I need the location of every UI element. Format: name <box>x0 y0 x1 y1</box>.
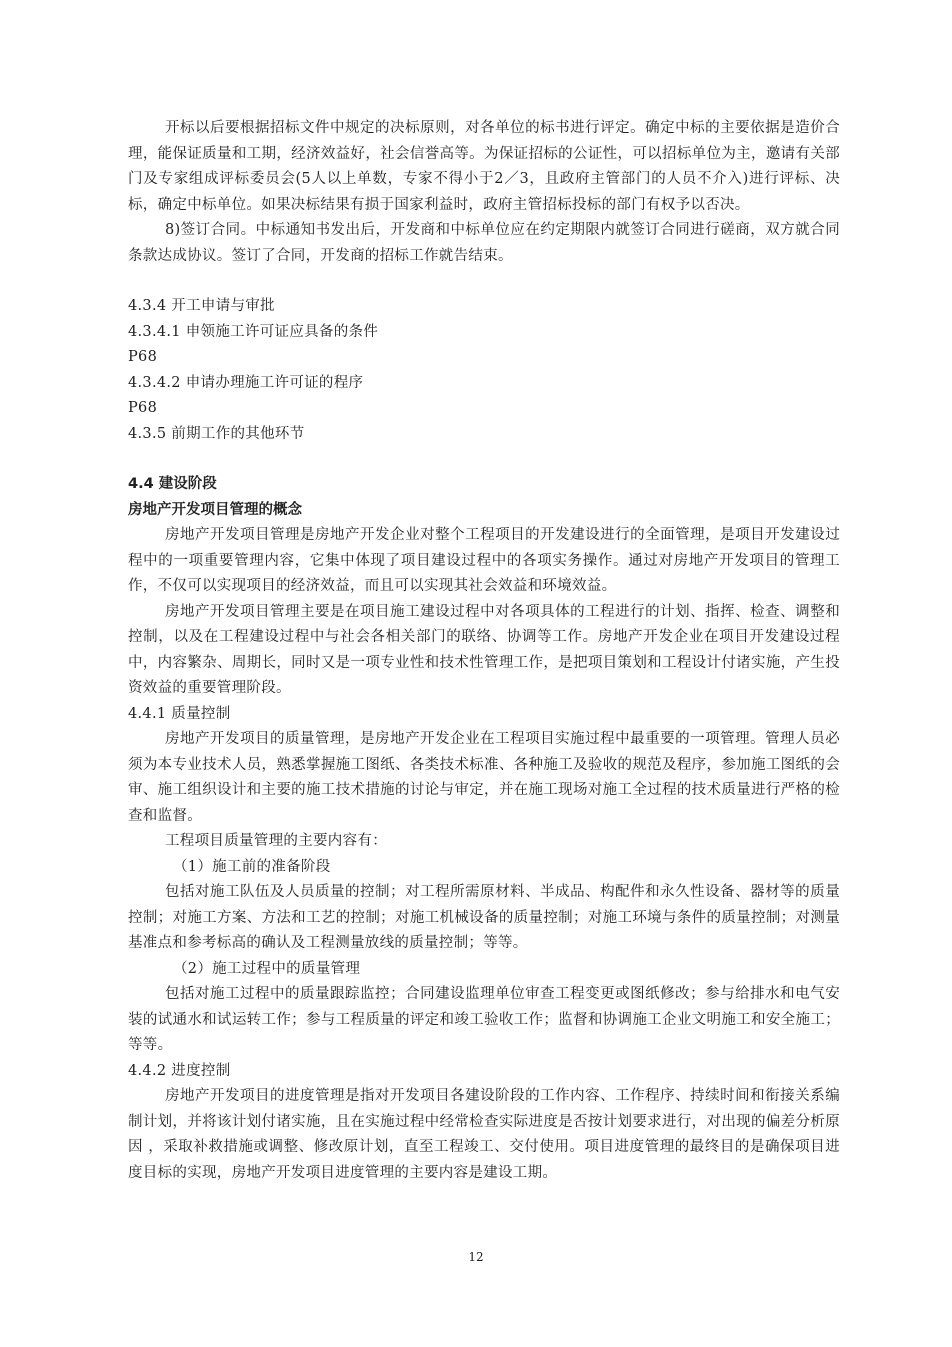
outline-item: P68 <box>128 349 158 365</box>
list-item-body: 包括对施工队伍及人员质量的控制；对工程所需原材料、半成品、构配件和永久性设备、器材等的质量控制；对施工方案、方法和工艺的控制；对施工机械设备的质量控制；对施工环境与条件的质量控制；对测量基准点和参考标高的确认及工程测量放线的质量控制；等等。 <box>128 884 840 951</box>
subsection-heading-progress: 4.4.2 进度控制 <box>128 1062 231 1079</box>
paragraph-bid-evaluation: 开标以后要根据招标文件中规定的决标原则，对各单位的标书进行评定。确定中标的主要依据是造价合理，能保证质量和工期，经济效益好，社会信誉高等。为保证招标的公证性，可以招标单位为主，邀请有关部门及专家组成评标委员会(5人以上单数，专家不得小于2／3，且政府主管部门的人员不介入)进行评标、决标，确定中标单位。如果决标结果有损于国家利益时，政府主管招标投标的部门有权予以否决。 <box>128 120 840 213</box>
section-heading: 4.4 建设阶段 <box>128 476 217 492</box>
paragraph-quality-management: 房地产开发项目的质量管理，是房地产开发企业在工程项目实施过程中最重要的一项管理。管理人员必须为本专业技术人员，熟悉掌握施工图纸、各类技术标准、各种施工及验收的规范及程序，参加施工图纸的会审、施工组织设计和主要的施工技术措施的讨论与审定，并在施工现场对施工全过程的技术质量进行严格的检查和监督。 <box>128 731 840 824</box>
list-item-title: （2）施工过程中的质量管理 <box>173 960 361 977</box>
outline-item: P68 <box>128 400 158 416</box>
list-item-body: 包括对施工过程中的质量跟踪监控；合同建设监理单位审查工程变更或图纸修改；参与给排水和电气安装的试通水和试运转工作；参与工程质量的评定和竣工验收工作；监督和协调施工企业文明施工和安全施工；等等。 <box>128 986 840 1053</box>
outline-item: 4.3.4.2 申请办理施工许可证的程序 <box>128 374 364 391</box>
paragraph-quality-intro: 工程项目质量管理的主要内容有： <box>165 833 387 849</box>
paragraph-project-management: 房地产开发项目管理是房地产开发企业对整个工程项目的开发建设进行的全面管理，是项目开发建设过程中的一项重要管理内容，它集中体现了项目建设过程中的各项实务操作。通过对房地产开发项目的管理工作，不仅可以实现项目的经济效益，而且可以实现其社会效益和环境效益。 <box>128 527 840 594</box>
outline-item: 4.3.5 前期工作的其他环节 <box>128 425 305 442</box>
spacer <box>128 269 840 294</box>
list-item-title: （1）施工前的准备阶段 <box>173 858 331 875</box>
paragraph-project-management-scope: 房地产开发项目管理主要是在项目施工建设过程中对各项具体的工程进行的计划、指挥、检查、调整和控制，以及在工程建设过程中与社会各相关部门的联络、协调等工作。房地产开发企业在项目开发建设过程中，内容繁杂、周期长，同时又是一项专业性和技术性管理工作，是把项目策划和工程设计付诸实施，产生投资效益的重要管理阶段。 <box>128 603 840 696</box>
paragraph-progress-management: 房地产开发项目的进度管理是指对开发项目各建设阶段的工作内容、工作程序、持续时间和衔接关系编制计划，并将该计划付诸实施，且在实施过程中经常检查实际进度是否按计划要求进行，对出现的偏差分析原因 ，采取补救措施或调整、修改原计划，直至工程竣工、交付使用。项目进度管理的最终目的是确保项目进度目标的实现，房地产开发项目进度管理的主要内容是建设工期。 <box>128 1088 840 1181</box>
section-subheading: 房地产开发项目管理的概念 <box>128 501 302 518</box>
subsection-heading-quality: 4.4.1 质量控制 <box>128 705 231 722</box>
document-body <box>128 116 840 1186</box>
page-number: 12 <box>468 1250 484 1264</box>
outline-item: 4.3.4.1 申领施工许可证应具备的条件 <box>128 323 379 340</box>
outline-item: 4.3.4 开工申请与审批 <box>128 298 275 314</box>
spacer <box>128 447 840 472</box>
paragraph-sign-contract: 8)签订合同。中标通知书发出后，开发商和中标单位应在约定期限内就签订合同进行磋商，双方就合同条款达成协议。签订了合同，开发商的招标工作就告结束。 <box>128 222 840 264</box>
